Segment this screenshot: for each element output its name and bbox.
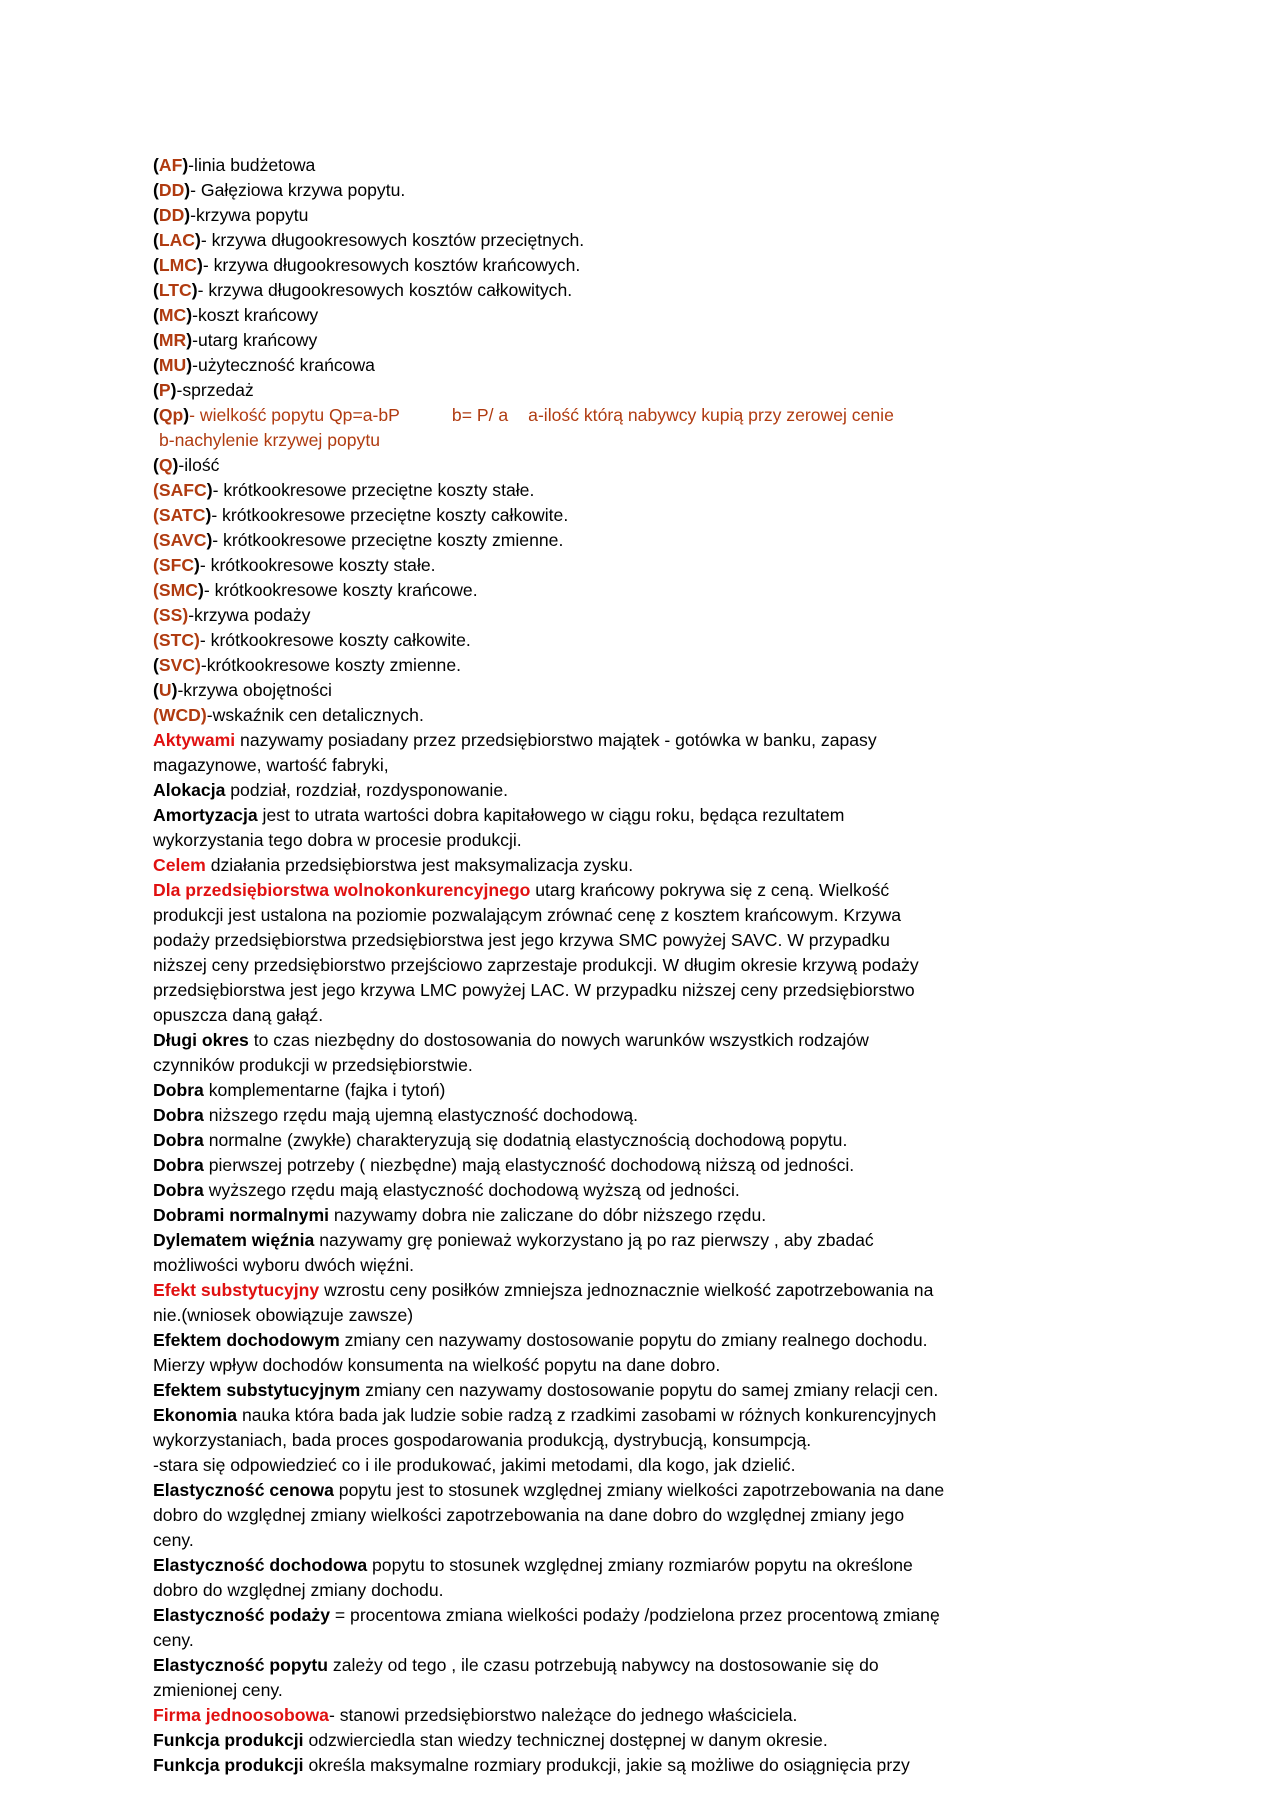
definition-text: ceny. — [153, 1630, 194, 1650]
abbr-def: - krótkookresowe koszty krańcowe. — [203, 580, 478, 600]
definition-entry — [153, 853, 1113, 878]
abbr: Q — [158, 455, 173, 475]
definition-entry — [153, 1128, 1113, 1153]
definition-entry — [153, 1403, 1113, 1428]
definition-continuation — [153, 953, 1113, 978]
abbr-def: -użyteczność krańcowa — [192, 355, 375, 375]
definition-entry — [153, 1328, 1113, 1353]
definition-entry — [153, 778, 1113, 803]
abbr-line-mc: (MC)-koszt krańcowy — [153, 305, 319, 325]
abbr-line-qp: (Qp)- wielkość popytu Qp=a-bP b= P/ a a-ilość którą nabywcy kupią przy zerowej cenie — [153, 405, 894, 425]
definition-text: -stara się odpowiedzieć co i ile produkować, jakimi metodami, dla kogo, jak dzielić. — [153, 1455, 796, 1475]
definition-term: Elastyczność popytu — [153, 1655, 329, 1675]
abbr-line-u: (U)-krzywa obojętności — [153, 680, 332, 700]
definition-text: podział, rozdział, rozdysponowanie. — [225, 780, 509, 800]
definition-term: Alokacja — [153, 780, 226, 800]
abbr-line-sfc: (SFC)- krótkookresowe koszty stałe. — [153, 555, 436, 575]
definition-entry — [153, 1728, 1113, 1753]
abbr: SATC — [158, 505, 206, 525]
definition-entry — [153, 1178, 1113, 1203]
abbr: LAC — [158, 230, 196, 250]
abbr-line-lmc: (LMC)- krzywa długookresowych kosztów krańcowych. — [153, 255, 581, 275]
definition-continuation — [153, 1428, 1113, 1453]
abbr: DD — [158, 180, 185, 200]
definition-term: Celem — [153, 855, 206, 875]
abbr: WCD — [158, 705, 201, 725]
abbr: LTC — [158, 280, 192, 300]
definition-continuation — [153, 1678, 1113, 1703]
definition-continuation — [153, 1503, 1113, 1528]
abbr-def: - krótkookresowe koszty całkowite. — [199, 630, 471, 650]
abbr-def: -linia budżetowa — [188, 155, 316, 175]
definition-text: komplementarne (fajka i tytoń) — [203, 1080, 446, 1100]
definition-text: określa maksymalne rozmiary produkcji, jakie są możliwe do osiągnięcia przy — [303, 1755, 910, 1775]
definition-text: to czas niezbędny do dostosowania do nowych warunków wszystkich rodzajów — [248, 1030, 869, 1050]
definition-text: popytu jest to stosunek względnej zmiany wielkości zapotrzebowania na dane — [333, 1480, 945, 1500]
abbr-line-safc: (SAFC)- krótkookresowe przeciętne koszty stałe. — [153, 480, 535, 500]
definition-continuation — [153, 1003, 1113, 1028]
definition-term: Amortyzacja — [153, 805, 258, 825]
definition-term: Elastyczność dochodowa — [153, 1555, 368, 1575]
definition-text: nie.(wniosek obowiązuje zawsze) — [153, 1305, 414, 1325]
definition-text: magazynowe, wartość fabryki, — [153, 755, 389, 775]
abbr-line-mr: (MR)-utarg krańcowy — [153, 330, 318, 350]
abbr: MR — [158, 330, 187, 350]
definition-entry — [153, 878, 1113, 903]
qp-a-note: a-ilość którą nabywcy kupią przy zerowej cenie — [528, 405, 894, 425]
abbr: STC — [158, 630, 195, 650]
abbr-def: - Gałęziowa krzywa popytu. — [190, 180, 406, 200]
abbr-line-dd2: (DD)-krzywa popytu — [153, 205, 309, 225]
definition-text: podaży przedsiębiorstwa przedsiębiorstwa jest jego krzywa SMC powyżej SAVC. W przypadku — [153, 930, 890, 950]
definition-text: nazywamy posiadany przez przedsiębiorstwo majątek - gotówka w banku, zapasy — [235, 730, 877, 750]
definition-text: zmienionej ceny. — [153, 1680, 283, 1700]
abbr-def: -wskaźnik cen detalicznych. — [206, 705, 424, 725]
definition-text: ceny. — [153, 1530, 194, 1550]
abbr-def: - krzywa długookresowych kosztów krańcowych. — [202, 255, 581, 275]
abbr: P — [158, 380, 171, 400]
definition-term: Efektem dochodowym — [153, 1330, 340, 1350]
abbr: MU — [158, 355, 187, 375]
definition-continuation — [153, 1628, 1113, 1653]
definition-continuation — [153, 1353, 1113, 1378]
definition-text: nazywamy grę ponieważ wykorzystano ją po raz pierwszy , aby zbadać — [314, 1230, 874, 1250]
abbr-line-lac: (LAC)- krzywa długookresowych kosztów przeciętnych. — [153, 230, 585, 250]
abbr-line-q: (Q)-ilość — [153, 455, 220, 475]
abbr: U — [158, 680, 172, 700]
definition-entry — [153, 1228, 1113, 1253]
abbr-line-smc: (SMC)- krótkookresowe koszty krańcowe. — [153, 580, 478, 600]
definition-text: odzwierciedla stan wiedzy technicznej dostępnej w danym okresie. — [303, 1730, 828, 1750]
definition-term: Aktywami — [153, 730, 236, 750]
abbr-line-wcd: (WCD)-wskaźnik cen detalicznych. — [153, 705, 424, 725]
definition-text: niższego rzędu mają ujemną elastyczność dochodową. — [203, 1105, 639, 1125]
abbr: LMC — [158, 255, 197, 275]
definition-text: Mierzy wpływ dochodów konsumenta na wielkość popytu na dane dobro. — [153, 1355, 721, 1375]
definition-text: niższej ceny przedsiębiorstwo przejściowo zaprzestaje produkcji. W długim okresie krzywą podaży — [153, 955, 919, 975]
definition-continuation — [153, 828, 1113, 853]
abbr-def: - wielkość popytu Qp=a-bP — [189, 405, 400, 425]
abbr: SAFC — [158, 480, 207, 500]
abbr: SVC — [158, 655, 196, 675]
definition-text: czynników produkcji w przedsiębiorstwie. — [153, 1055, 473, 1075]
abbr-def: -utarg krańcowy — [192, 330, 318, 350]
definition-text: - stanowi przedsiębiorstwo należące do jednego właściciela. — [328, 1705, 798, 1725]
definition-continuation — [153, 753, 1113, 778]
abbr-def: -koszt krańcowy — [192, 305, 319, 325]
abbr: SMC — [158, 580, 198, 600]
definition-text: działania przedsiębiorstwa jest maksymalizacja zysku. — [205, 855, 634, 875]
abbr-line-mu: (MU)-użyteczność krańcowa — [153, 355, 375, 375]
definition-term: Dobra — [153, 1130, 204, 1150]
definition-continuation — [153, 928, 1113, 953]
definition-entry — [153, 728, 1113, 753]
definition-term: Firma jednoosobowa — [153, 1705, 329, 1725]
abbr-def: - krzywa długookresowych kosztów całkowitych. — [197, 280, 573, 300]
abbr-def: - krótkookresowe koszty stałe. — [199, 555, 436, 575]
abbr-line-af: (AF)-linia budżetowa — [153, 155, 316, 175]
definition-entry — [153, 1378, 1113, 1403]
definition-text: = procentowa zmiana wielkości podaży /podzielona przez procentową zmianę — [329, 1605, 940, 1625]
abbr: SFC — [158, 555, 195, 575]
abbr-line-stc: (STC)- krótkookresowe koszty całkowite. — [153, 630, 471, 650]
abbr-line-svc: (SVC)-krótkookresowe koszty zmienne. — [153, 655, 461, 675]
abbr-line-satc: (SATC)- krótkookresowe przeciętne koszty całkowite. — [153, 505, 569, 525]
definition-entry — [153, 1278, 1113, 1303]
abbr: AF — [158, 155, 183, 175]
definition-entry — [153, 1553, 1113, 1578]
definition-continuation — [153, 903, 1113, 928]
definition-text: wykorzystania tego dobra w procesie produkcji. — [153, 830, 522, 850]
definition-text: nazywamy dobra nie zaliczane do dóbr niższego rzędu. — [328, 1205, 767, 1225]
definition-term: Funkcja produkcji — [153, 1730, 304, 1750]
definition-text: wykorzystaniach, bada proces gospodarowania produkcją, dystrybucją, konsumpcją. — [153, 1430, 812, 1450]
definition-entry — [153, 803, 1113, 828]
abbr: SAVC — [158, 530, 207, 550]
definition-term: Dla przedsiębiorstwa wolnokonkurencyjnego — [153, 880, 531, 900]
definition-entry — [153, 1653, 1113, 1678]
definition-text: normalne (zwykłe) charakteryzują się dodatnią elastycznością dochodową popytu. — [203, 1130, 848, 1150]
definition-term: Efektem substytucyjnym — [153, 1380, 361, 1400]
abbr-def: - krótkookresowe przeciętne koszty zmienne. — [212, 530, 564, 550]
abbr-def: -sprzedaż — [176, 380, 254, 400]
definition-continuation — [153, 978, 1113, 1003]
abbr-line-ss: (SS)-krzywa podaży — [153, 605, 311, 625]
abbr-def: - krótkookresowe przeciętne koszty stałe. — [212, 480, 535, 500]
definition-continuation — [153, 1053, 1113, 1078]
abbr: MC — [158, 305, 187, 325]
definition-continuation — [153, 1528, 1113, 1553]
definition-term: Dobra — [153, 1105, 204, 1125]
definition-text: możliwości wyboru dwóch więźni. — [153, 1255, 415, 1275]
definition-term: Długi okres — [153, 1030, 249, 1050]
abbr-def: -krzywa podaży — [188, 605, 311, 625]
definition-term: Dylematem więźnia — [153, 1230, 315, 1250]
definition-text: pierwszej potrzeby ( niezbędne) mają elastyczność dochodową niższą od jedności. — [203, 1155, 855, 1175]
definition-text: wyższego rzędu mają elastyczność dochodową wyższą od jedności. — [203, 1180, 740, 1200]
definition-entry — [153, 1103, 1113, 1128]
definition-continuation — [153, 1303, 1113, 1328]
definition-text: utarg krańcowy pokrywa się z ceną. Wielkość — [530, 880, 890, 900]
abbr-line-dd: (DD)- Gałęziowa krzywa popytu. — [153, 180, 406, 200]
definition-text: dobro do względnej zmiany dochodu. — [153, 1580, 444, 1600]
definition-text: opuszcza daną gałąź. — [153, 1005, 324, 1025]
definition-entry — [153, 1703, 1113, 1728]
abbr-line-ltc: (LTC)- krzywa długookresowych kosztów całkowitych. — [153, 280, 573, 300]
definition-text: produkcji jest ustalona na poziomie pozwalającym zrównać cenę z kosztem krańcowym. Krzywa — [153, 905, 902, 925]
qp-b-formula: b= P/ a — [451, 405, 509, 425]
definition-continuation — [153, 1578, 1113, 1603]
definition-entry — [153, 1203, 1113, 1228]
definition-entry — [153, 1753, 1113, 1778]
definition-text: jest to utrata wartości dobra kapitałowego w ciągu roku, będąca rezultatem — [257, 805, 845, 825]
definition-term: Dobra — [153, 1180, 204, 1200]
definition-term: Dobra — [153, 1080, 204, 1100]
definition-text: dobro do względnej zmiany wielkości zapotrzebowania na dane dobro do względnej zmiany jego — [153, 1505, 905, 1525]
definition-term: Dobra — [153, 1155, 204, 1175]
abbr-def: -krzywa obojętności — [177, 680, 332, 700]
definition-continuation — [153, 1453, 1113, 1478]
definition-entry — [153, 1478, 1113, 1503]
definition-text: zmiany cen nazywamy dostosowanie popytu do zmiany realnego dochodu. — [339, 1330, 928, 1350]
abbr-def: - krzywa długookresowych kosztów przeciętnych. — [200, 230, 585, 250]
definition-text: zmiany cen nazywamy dostosowanie popytu do samej zmiany relacji cen. — [360, 1380, 939, 1400]
definition-text: przedsiębiorstwa jest jego krzywa LMC powyżej LAC. W przypadku niższej ceny przedsiębiorstwo — [153, 980, 915, 1000]
abbr-def: -ilość — [178, 455, 220, 475]
definition-entry — [153, 1028, 1113, 1053]
definition-text: zależy od tego , ile czasu potrzebują nabywcy na dostosowanie się do — [328, 1655, 879, 1675]
abbr-def: -krótkookresowe koszty zmienne. — [200, 655, 461, 675]
definition-text: nauka która bada jak ludzie sobie radzą z rzadkimi zasobami w różnych konkurencyjnych — [237, 1405, 937, 1425]
definition-entry — [153, 1078, 1113, 1103]
qp-b-note: b-nachylenie krzywej popytu — [159, 430, 381, 450]
definition-term: Funkcja produkcji — [153, 1755, 304, 1775]
definition-term: Elastyczność podaży — [153, 1605, 330, 1625]
definitions-list — [153, 728, 1113, 1778]
definition-term: Elastyczność cenowa — [153, 1480, 334, 1500]
abbr-line-savc: (SAVC)- krótkookresowe przeciętne koszty zmienne. — [153, 530, 564, 550]
definition-term: Ekonomia — [153, 1405, 238, 1425]
abbr: Qp — [158, 405, 184, 425]
definition-continuation — [153, 1253, 1113, 1278]
definition-text: popytu to stosunek względnej zmiany rozmiarów popytu na określone — [367, 1555, 913, 1575]
definition-entry — [153, 1153, 1113, 1178]
definition-text: wzrostu ceny posiłków zmniejsza jednoznacznie wielkość zapotrzebowania na — [319, 1280, 934, 1300]
abbr-def: -krzywa popytu — [190, 205, 309, 225]
definition-term: Dobrami normalnymi — [153, 1205, 329, 1225]
abbr-def: - krótkookresowe przeciętne koszty całkowite. — [211, 505, 569, 525]
abbr-line-p: (P)-sprzedaż — [153, 380, 254, 400]
definition-entry — [153, 1603, 1113, 1628]
definition-term: Efekt substytucyjny — [153, 1280, 320, 1300]
glossary-text — [153, 153, 1113, 1778]
abbr: SS — [158, 605, 183, 625]
abbr: DD — [158, 205, 185, 225]
